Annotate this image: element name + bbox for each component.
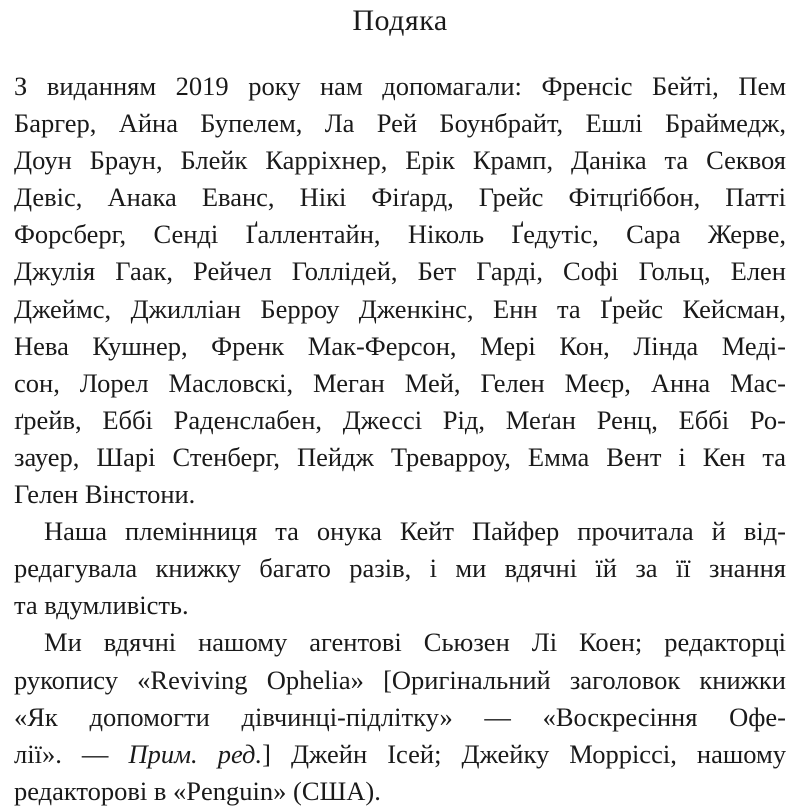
text-line: Ми вдячні нашому агентові Сьюзен Лі Коен; редакторці [44, 627, 786, 658]
text-line: редагувала книжку багато разів, і ми вдячні їй за її знання [14, 553, 786, 584]
text-line: Девіс, Анака Еванс, Нікі Фіґард, Грейс Фітцґіббон, Патті [14, 182, 786, 213]
text-line: З виданням 2019 року нам допомагали: Френсіс Бейті, Пем [14, 71, 786, 101]
paragraph-2 [14, 513, 786, 624]
text-line: Нева Кушнер, Френк Мак-Ферсон, Мері Кон, Лінда Меді- [14, 330, 786, 361]
text-line: Доун Браун, Блейк Карріхнер, Ерік Крамп, Даніка та Секвоя [14, 145, 786, 176]
text-line: Джулія Гаак, Рейчел Голлідей, Бет Гарді, Софі Гольц, Елен [14, 256, 786, 287]
text-segment: ] Джейн Ісей; Джейку Морріссі, нашому [262, 738, 786, 769]
text-line: «Як допомогти дівчинці-підлітку» — «Воскресіння Офе- [14, 701, 786, 732]
text-line: зауер, Шарі Стенберг, Пейдж Треварроу, Емма Вент і Кен та [14, 441, 786, 472]
text-line: та вдумливість. [14, 590, 189, 621]
paragraph-1 [14, 68, 786, 513]
editor-note-italic: Прим. ред. [128, 738, 263, 769]
text-line: Наша племінниця та онука Кейт Пайфер прочитала й від- [44, 516, 786, 547]
text-segment: лії». — [14, 738, 129, 769]
text-line: сон, Лорел Масловскі, Меган Мей, Гелен Меєр, Анна Мас- [14, 367, 786, 398]
text-line: Баргер, Айна Бупелем, Ла Рей Боунбрайт, Ешлі Браймедж, [14, 108, 786, 139]
text-line: Форсберг, Сенді Ґаллентайн, Ніколь Ґедутіс, Сара Жерве, [14, 219, 786, 250]
text-line-editor-note [14, 736, 786, 773]
text-line: Гелен Вінстони. [14, 479, 196, 510]
text-line: ґрейв, Еббі Раденслабен, Джессі Рід, Меґан Ренц, Еббі Ро- [14, 404, 786, 435]
paragraph-3 [14, 624, 786, 809]
text-line: редакторові в «Penguin» (США). [14, 775, 381, 806]
text-line: рукопису «Reviving Ophelia» [Оригінальний заголовок книжки [14, 664, 786, 695]
text-line: Джеймс, Джилліан Берроу Дженкінс, Енн та Ґрейс Кейсман, [14, 293, 786, 324]
page-title: Подяка [352, 4, 448, 37]
acknowledgements-text [14, 68, 786, 810]
